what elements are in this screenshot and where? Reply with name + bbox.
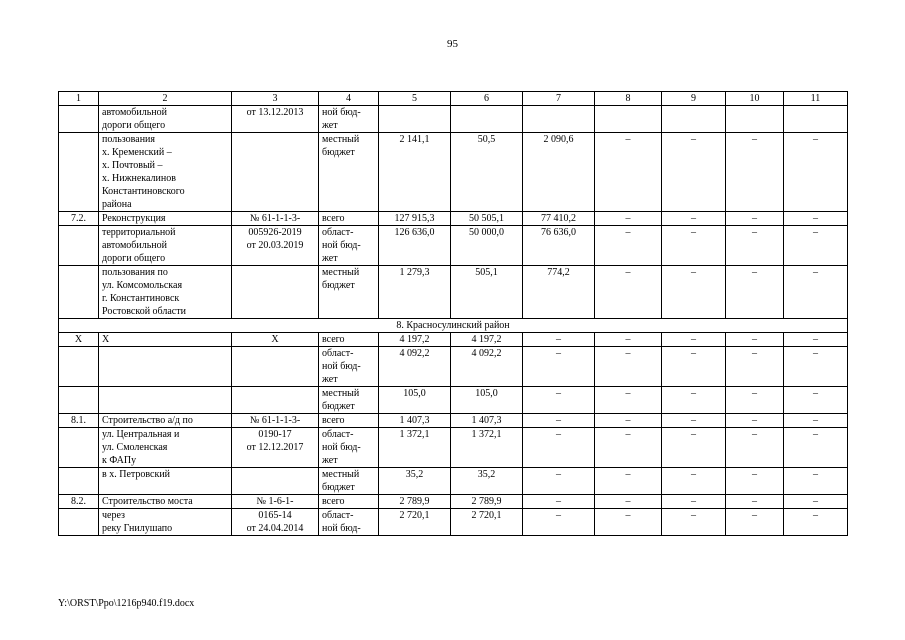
total-value: 4 197,2 [379,333,451,347]
year1-value: 50 000,0 [451,226,523,266]
year2-value: – [523,347,595,387]
rows-group-7 [59,106,848,319]
document-number [232,347,319,387]
year3-value: – [595,333,662,347]
year6-value: – [784,133,848,212]
header-cell: 3 [232,92,319,106]
year6-value: – [784,333,848,347]
year4-value: – [662,347,726,387]
year1-value: 50,5 [451,133,523,212]
year6-value: – [784,468,848,495]
year4-value: – [662,428,726,468]
object-name: через реку Гнилушапо [99,509,232,536]
total-value [379,106,451,133]
total-value: 2 789,9 [379,495,451,509]
year1-value: 50 505,1 [451,212,523,226]
year4-value: – [662,212,726,226]
row-number [59,106,99,133]
year4-value: – [662,509,726,536]
header-cell: 1 [59,92,99,106]
year1-value: 4 197,2 [451,333,523,347]
funding-source: всего [319,333,379,347]
year1-value: 35,2 [451,468,523,495]
table-row [59,133,848,212]
document-number [232,468,319,495]
document-number: Х [232,333,319,347]
table-row [59,495,848,509]
header-cell: 11 [784,92,848,106]
year4-value: – [662,468,726,495]
year1-value: 2 789,9 [451,495,523,509]
year1-value: 1 372,1 [451,428,523,468]
year5-value: – [726,509,784,536]
object-name: территориальной автомобильной дороги общего [99,226,232,266]
total-value: 127 915,3 [379,212,451,226]
year4-value: – [662,495,726,509]
header-cell: 10 [726,92,784,106]
table-row [59,428,848,468]
year1-value: 4 092,2 [451,347,523,387]
funding-source: местный бюджет [319,387,379,414]
document-number: от 13.12.2013 [232,106,319,133]
row-number [59,468,99,495]
year2-value: – [523,509,595,536]
year5-value: – [726,266,784,319]
table-row [59,414,848,428]
year3-value: – [595,468,662,495]
year4-value: – [662,387,726,414]
year5-value: – [726,226,784,266]
year4-value: – [662,333,726,347]
year5-value: – [726,333,784,347]
object-name: автомобильной дороги общего [99,106,232,133]
object-name: Реконструкция [99,212,232,226]
row-number: 7.2. [59,212,99,226]
object-name: Строительство а/д по [99,414,232,428]
table-row [59,226,848,266]
year2-value: 774,2 [523,266,595,319]
total-value: 1 407,3 [379,414,451,428]
year4-value: – [662,133,726,212]
rows-group-8 [59,333,848,536]
table-row [59,106,848,133]
row-number [59,226,99,266]
header-cell: 4 [319,92,379,106]
year2-value: – [523,414,595,428]
year3-value: – [595,133,662,212]
header-cell: 7 [523,92,595,106]
funding-source: местный бюджет [319,266,379,319]
year5-value [726,106,784,133]
year3-value: – [595,212,662,226]
funding-source: област- ной бюд- жет [319,428,379,468]
funding-source: местный бюджет [319,468,379,495]
year2-value: 77 410,2 [523,212,595,226]
year3-value: – [595,428,662,468]
document-number: № 61-1-1-3- [232,212,319,226]
table-row [59,333,848,347]
year6-value: – [784,226,848,266]
section-row [59,319,848,333]
year6-value [784,106,848,133]
object-name [99,387,232,414]
row-number [59,509,99,536]
year4-value [662,106,726,133]
funding-source: всего [319,212,379,226]
year5-value: – [726,133,784,212]
year2-value: – [523,333,595,347]
year4-value: – [662,266,726,319]
year6-value: – [784,266,848,319]
funding-source: всего [319,495,379,509]
funding-source: ной бюд- жет [319,106,379,133]
row-number [59,133,99,212]
year4-value: – [662,414,726,428]
year2-value: – [523,387,595,414]
funding-source: област- ной бюд- жет [319,347,379,387]
object-name: Х [99,333,232,347]
year1-value: 1 407,3 [451,414,523,428]
table-row [59,509,848,536]
document-number [232,133,319,212]
funding-source: област- ной бюд- жет [319,226,379,266]
page-number: 95 [447,38,458,50]
year3-value: – [595,347,662,387]
section-title: 8. Красносулинский район [59,319,848,333]
budget-table [58,91,848,536]
year5-value: – [726,347,784,387]
row-number: Х [59,333,99,347]
header-cell: 6 [451,92,523,106]
object-name: Строительство моста [99,495,232,509]
funding-source: всего [319,414,379,428]
header-cell: 8 [595,92,662,106]
footer-file-path: Y:\ORST\Ppo\1216p940.f19.docx [58,598,195,609]
year3-value: – [595,266,662,319]
funding-source: област- ной бюд- [319,509,379,536]
object-name: ул. Центральная и ул. Смоленская к ФАПу [99,428,232,468]
year1-value: 105,0 [451,387,523,414]
row-number: 8.1. [59,414,99,428]
row-number [59,347,99,387]
header-row [59,92,848,106]
total-value: 1 372,1 [379,428,451,468]
table-row [59,212,848,226]
year5-value: – [726,212,784,226]
total-value: 1 279,3 [379,266,451,319]
year5-value: – [726,414,784,428]
document-number: 0190-17 от 12.12.2017 [232,428,319,468]
year2-value: – [523,468,595,495]
table-row [59,347,848,387]
year5-value: – [726,468,784,495]
year2-value: 76 636,0 [523,226,595,266]
document-number: 0165-14 от 24.04.2014 [232,509,319,536]
row-number [59,387,99,414]
year3-value: – [595,387,662,414]
header-cell: 5 [379,92,451,106]
year5-value: – [726,387,784,414]
year4-value: – [662,226,726,266]
year5-value: – [726,495,784,509]
year1-value: 2 720,1 [451,509,523,536]
year3-value [595,106,662,133]
year3-value: – [595,414,662,428]
document-number [232,387,319,414]
year6-value: – [784,212,848,226]
row-number: 8.2. [59,495,99,509]
object-name: пользования по ул. Комсомольская г. Константиновск Ростовской области [99,266,232,319]
year3-value: – [595,509,662,536]
total-value: 35,2 [379,468,451,495]
row-number [59,266,99,319]
year2-value [523,106,595,133]
document-number: № 1-6-1- [232,495,319,509]
total-value: 4 092,2 [379,347,451,387]
header-cell: 9 [662,92,726,106]
year2-value: – [523,428,595,468]
row-number [59,428,99,468]
total-value: 126 636,0 [379,226,451,266]
year6-value: – [784,387,848,414]
year6-value: – [784,428,848,468]
year2-value: 2 090,6 [523,133,595,212]
year2-value: – [523,495,595,509]
total-value: 2 141,1 [379,133,451,212]
funding-source: местный бюджет [319,133,379,212]
object-name [99,347,232,387]
object-name: пользования х. Кременский – х. Почтовый – х. Нижнекалинов Константиновского района [99,133,232,212]
document-number [232,266,319,319]
year3-value: – [595,226,662,266]
year1-value: 505,1 [451,266,523,319]
year6-value: – [784,509,848,536]
year6-value: – [784,495,848,509]
document-number: 005926-2019 от 20.03.2019 [232,226,319,266]
table-row [59,468,848,495]
document-number: № 61-1-1-3- [232,414,319,428]
total-value: 105,0 [379,387,451,414]
object-name: в х. Петровский [99,468,232,495]
total-value: 2 720,1 [379,509,451,536]
year1-value [451,106,523,133]
year6-value: – [784,347,848,387]
year5-value: – [726,428,784,468]
year3-value: – [595,495,662,509]
table-row [59,266,848,319]
header-cell: 2 [99,92,232,106]
table-row [59,387,848,414]
year6-value: – [784,414,848,428]
